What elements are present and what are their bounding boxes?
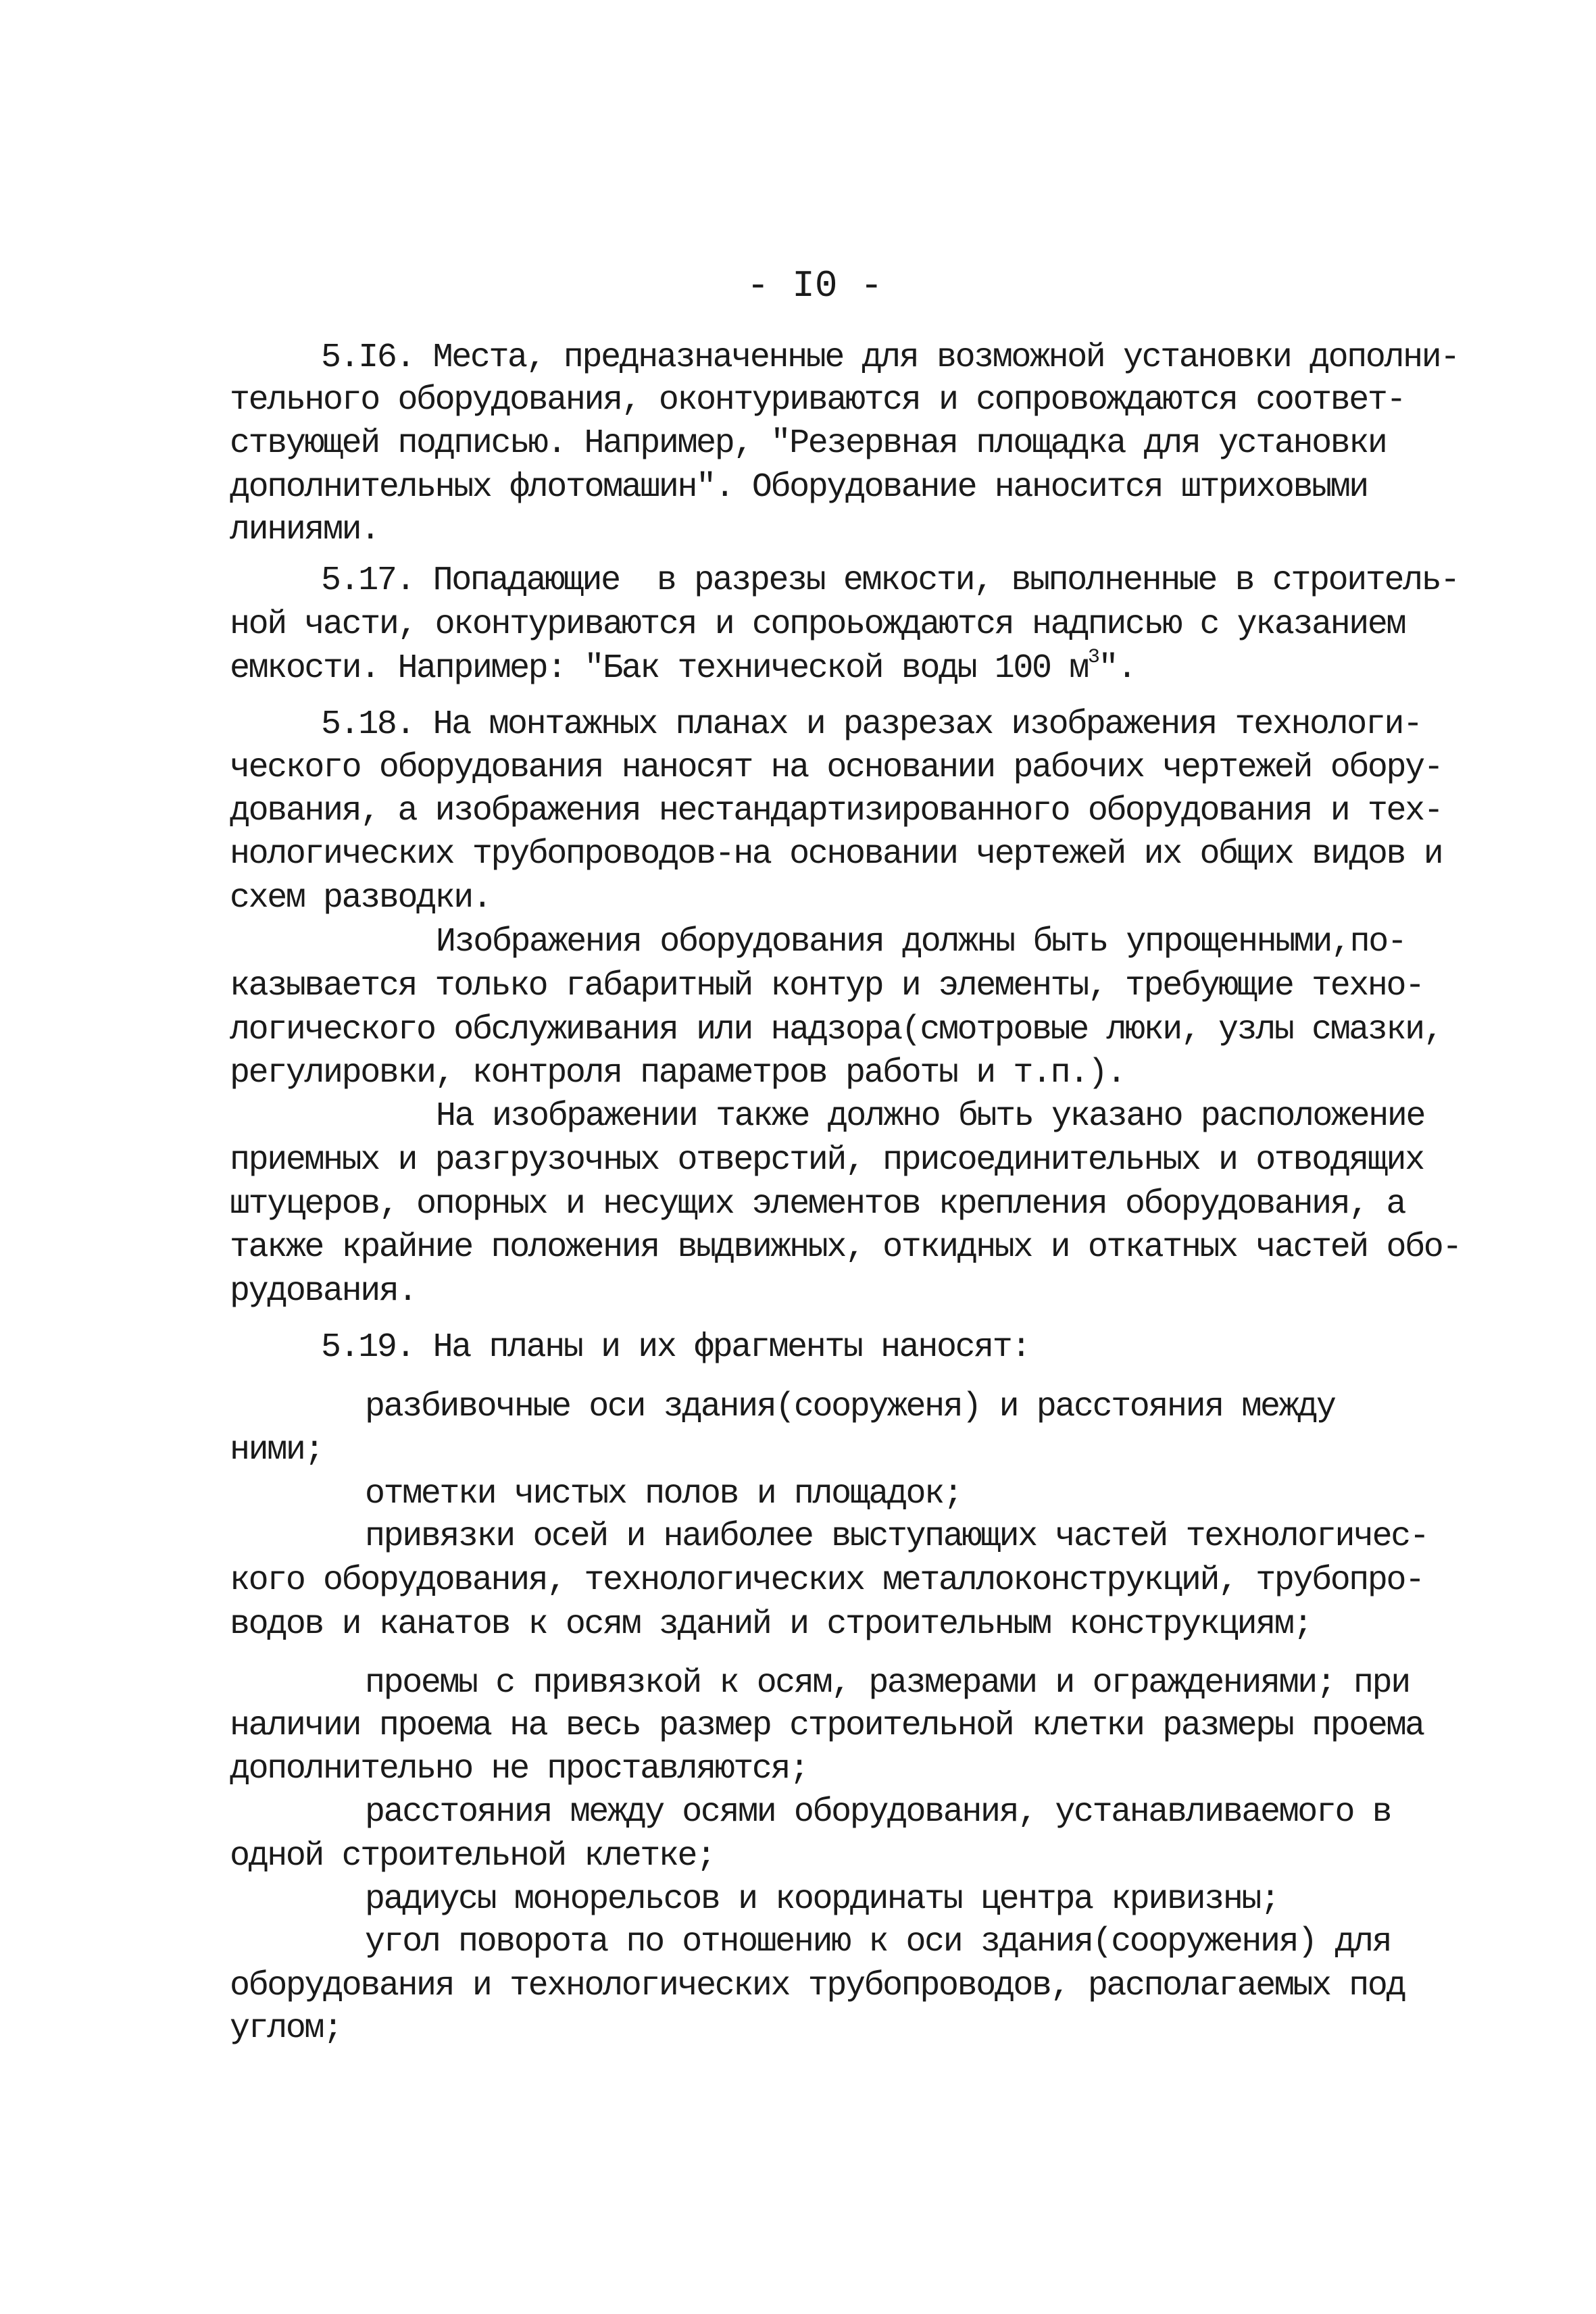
paragraph-line: тельного оборудования, оконтуриваются и сопровождаются соответ- — [230, 381, 1405, 420]
paragraph-line: дополнительных флотомашин". Оборудование наносится штриховыми — [230, 468, 1368, 507]
paragraph-line: углом; — [230, 2009, 342, 2048]
paragraph-line: наличии проема на весь размер строительной клетки размеры проема — [230, 1707, 1424, 1745]
paragraph-line: линиями. — [230, 511, 379, 549]
paragraph-line: проемы с привязкой к осям, размерами и ограждениями; при — [365, 1664, 1410, 1703]
paragraph-line: расстояния между осями оборудования, устанавливаемого в — [365, 1793, 1391, 1832]
paragraph-line: рудования. — [230, 1272, 417, 1311]
paragraph-line: дования, а изображения нестандартизированного оборудования и тех- — [230, 792, 1443, 830]
page-number: - I0 - — [747, 264, 883, 307]
paragraph-line: штуцеров, опорных и несущих элементов крепления оборудования, а — [230, 1185, 1405, 1224]
paragraph-line: привязки осей и наиболее выступающих частей технологичес- — [365, 1517, 1428, 1556]
paragraph-line: 5.I6. Места, предназначенные для возможной установки дополни- — [321, 338, 1459, 377]
paragraph-line: одной строительной клетке; — [230, 1837, 715, 1876]
paragraph-line: дополнительно не проставляются; — [230, 1750, 808, 1788]
paragraph-line: схем разводки. — [230, 879, 491, 917]
paragraph-line: казывается только габаритный контур и элементы, требующие техно- — [230, 967, 1424, 1005]
paragraph-line: отметки чистых полов и площадок; — [365, 1475, 962, 1513]
paragraph-line: разбивочные оси здания(сооруженя) и расстояния между — [365, 1388, 1335, 1426]
paragraph-line: 5.18. На монтажных планах и разрезах изображения технологи- — [321, 705, 1422, 744]
paragraph-line: кого оборудования, технологических металлоконструкций, трубопро- — [230, 1561, 1424, 1600]
paragraph-line: нологических трубопроводов-на основании чертежей их общих видов и — [230, 835, 1443, 874]
superscript: 3 — [1087, 646, 1099, 669]
paragraph-line: ной части, оконтуриваются и сопроьождаются надписью с указанием — [230, 605, 1405, 644]
paragraph-line: 5.17. Попадающие в разрезы емкости, выполненные в строитель- — [321, 561, 1459, 600]
paragraph-line: ними; — [230, 1431, 324, 1469]
paragraph-text-end: ". — [1098, 649, 1136, 688]
paragraph-line: ческого оборудования наносят на основании рабочих чертежей оборy- — [230, 749, 1443, 787]
paragraph-line — [230, 646, 1136, 688]
paragraph-line: приемных и разгрузочных отверстий, присоединительных и отводящих — [230, 1141, 1424, 1180]
paragraph-line: На изображении также должно быть указано расположение — [436, 1097, 1425, 1136]
paragraph-line: радиусы монорельсов и координаты центра кривизны; — [365, 1880, 1279, 1919]
paragraph-text: емкости. Например: "Бак технической воды 100 м — [230, 649, 1088, 688]
paragraph-line: угол поворота по отношению к оси здания(сооружения) для — [365, 1923, 1391, 1961]
paragraph-line: оборудования и технологических трубопроводов, располагаемых под — [230, 1967, 1405, 2005]
paragraph-line: 5.19. На планы и их фрагменты наносят: — [321, 1328, 1030, 1367]
paragraph-line: Изображения оборудования должны быть упрощенными,по- — [436, 923, 1406, 961]
paragraph-line: водов и канатов к осям зданий и строительным конструкциям; — [230, 1605, 1312, 1644]
paragraph-line: логического обслуживания или надзора(смотровые люки, узлы смазки, — [230, 1011, 1443, 1049]
paragraph-line: ствующей подписью. Например, "Резервная площадка для установки — [230, 424, 1387, 463]
paragraph-line: также крайние положения выдвижных, откидных и откатных частей обо- — [230, 1228, 1461, 1267]
paragraph-line: регулировки, контроля параметров работы и т.п.). — [230, 1054, 1126, 1092]
